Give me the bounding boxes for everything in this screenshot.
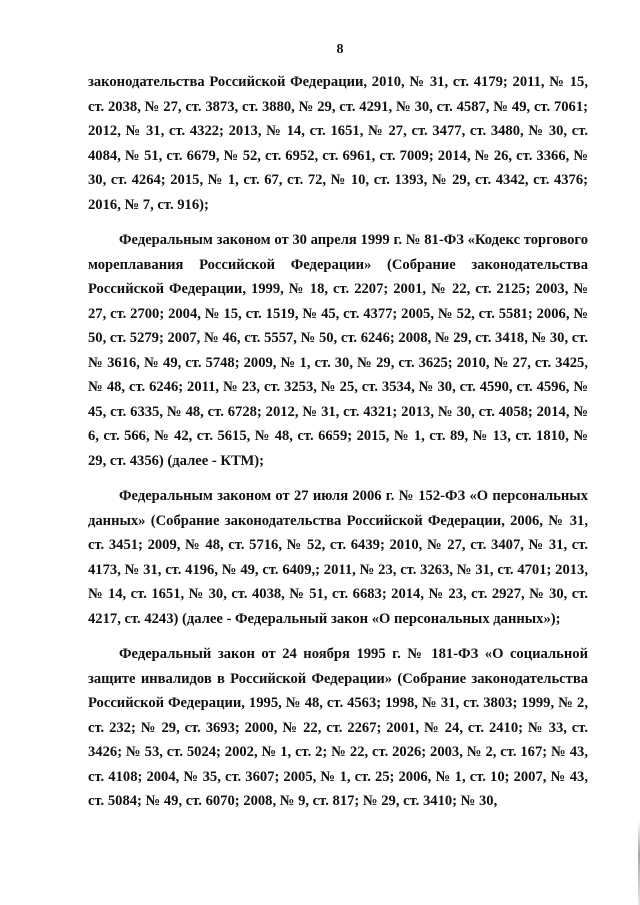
page-number: 8	[336, 42, 344, 57]
document-body	[88, 70, 588, 814]
paragraph-continuation: законодательства Российской Федерации, 2010, № 31, ст. 4179; 2011, № 15, ст. 2038, № 27, ст. 3873, ст. 3880, № 29, ст. 4291, № 30, ст. 4587, № 49, ст. 7061; 2012, № 31, ст. 4322; 2013, № 14, ст. 1651, № 27, ст. 3477, ст. 3480, № 30, ст. 4084, № 51, ст. 6679, № 52, ст. 6952, ст. 6961, ст. 7009; 2014, № 26, ст. 3366, № 30, ст. 4264; 2015, № 1, ст. 67, ст. 72, № 10, ст. 1393, № 29, ст. 4342, ст. 4376; 2016, № 7, ст. 916);	[88, 74, 588, 213]
paragraph-personal-data-law: Федеральным законом от 27 июля 2006 г. № 152-ФЗ «О персональных данных» (Собрание законодательства Российской Федерации, 2006, № 31, ст. 3451; 2009, № 48, ст. 5716, № 52, ст. 6439; 2010, № 27, ст. 3407, № 31, ст. 4173, № 31, ст. 4196, № 49, ст. 6409,; 2011, № 23, ст. 3263, № 31, ст. 4701; 2013, № 14, ст. 1651, № 30, ст. 4038, № 51, ст. 6683; 2014, № 23, ст. 2927, № 30, ст. 4217, ст. 4243) (далее - Федеральный закон «О персональных данных»);	[88, 488, 588, 627]
paragraph-disabled-protection-law: Федеральный закон от 24 ноября 1995 г. № 181-ФЗ «О социальной защите инвалидов в Российской Федерации» (Собрание законодательства Российской Федерации, 1995, № 48, ст. 4563; 1998, № 31, ст. 3803; 1999, № 2, ст. 232; № 29, ст. 3693; 2000, № 22, ст. 2267; 2001, № 24, ст. 2410; № 33, ст. 3426; № 53, ст. 5024; 2002, № 1, ст. 2; № 22, ст. 2026; 2003, № 2, ст. 167; № 43, ст. 4108; 2004, № 35, ст. 3607; 2005, № 1, ст. 25; 2006, № 1, ст. 10; 2007, № 43, ст. 5084; № 49, ст. 6070; 2008, № 9, ст. 817; № 29, ст. 3410; № 30,	[88, 646, 588, 809]
paragraph-ktm-law: Федеральным законом от 30 апреля 1999 г. № 81-ФЗ «Кодекс торгового мореплавания Российской Федерации» (Собрание законодательства Российской Федерации, 1999, № 18, ст. 2207; 2001, № 22, ст. 2125; 2003, № 27, ст. 2700; 2004, № 15, ст. 1519, № 45, ст. 4377; 2005, № 52, ст. 5581; 2006, № 50, ст. 5279; 2007, № 46, ст. 5557, № 50, ст. 6246; 2008, № 29, ст. 3418, № 30, ст. № 3616, № 49, ст. 5748; 2009, № 1, ст. 30, № 29, ст. 3625; 2010, № 27, ст. 3425, № 48, ст. 6246; 2011, № 23, ст. 3253, № 25, ст. 3534, № 30, ст. 4590, ст. 4596, № 45, ст. 6335, № 48, ст. 6728; 2012, № 31, ст. 4321; 2013, № 30, ст. 4058; 2014, № 6, ст. 566, № 42, ст. 5615, № 48, ст. 6659; 2015, № 1, ст. 89, № 13, ст. 1810, № 29, ст. 4356) (далее - КТМ);	[88, 232, 588, 469]
